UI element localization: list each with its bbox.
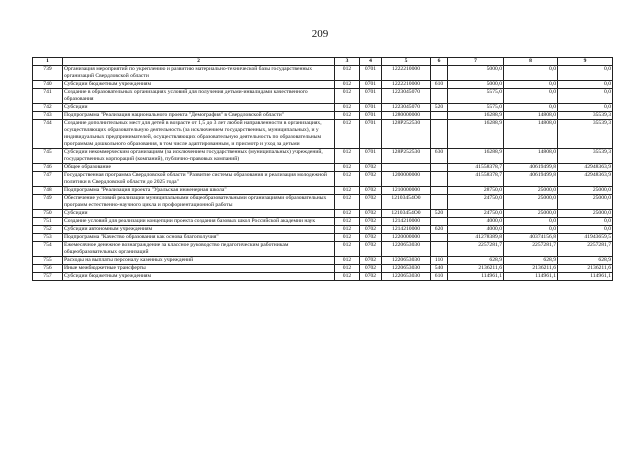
item-name-cell: Субсидии бюджетным учреждениям	[63, 273, 335, 281]
amount-year-3-cell: 0,0	[558, 104, 613, 112]
target-article-cell: 1200000000	[382, 172, 431, 187]
table-row	[33, 89, 613, 104]
section-code-cell: 0701	[360, 104, 382, 112]
expense-type-cell: 520	[431, 210, 448, 218]
amount-year-3-cell: 0,0	[558, 66, 613, 81]
amount-year-2-cell: 114961,1	[504, 273, 558, 281]
amount-year-1-cell: 2136211,6	[448, 265, 504, 273]
target-article-cell	[382, 164, 431, 172]
expense-type-cell	[431, 112, 448, 120]
item-name-cell: Общее образование	[63, 164, 335, 172]
row-number-cell: 749	[33, 195, 63, 210]
amount-year-2-cell: 40619499,8	[504, 164, 558, 172]
section-code-cell: 0702	[360, 257, 382, 265]
target-article-cell: 1223045070	[382, 89, 431, 104]
expense-type-cell	[431, 164, 448, 172]
expense-type-cell	[431, 120, 448, 149]
target-article-cell: 12103454О0	[382, 210, 431, 218]
table-row	[33, 187, 613, 195]
section-code-cell: 0702	[360, 226, 382, 234]
amount-year-3-cell: 42948363,9	[558, 164, 613, 172]
row-number-cell: 744	[33, 120, 63, 149]
table-row	[33, 164, 613, 172]
amount-year-2-cell: 14808,0	[504, 112, 558, 120]
row-number-cell: 747	[33, 172, 63, 187]
header-cell: 1	[33, 58, 63, 66]
row-number-cell: 739	[33, 66, 63, 81]
section-code-cell: 0701	[360, 81, 382, 89]
row-number-cell: 741	[33, 89, 63, 104]
target-article-cell: 1220653030	[382, 265, 431, 273]
amount-year-2-cell: 25000,0	[504, 187, 558, 195]
amount-year-1-cell: 5000,0	[448, 81, 504, 89]
amount-year-3-cell: 0,0	[558, 226, 613, 234]
amount-year-3-cell: 2257281,7	[558, 242, 613, 257]
ministry-code-cell: 012	[335, 112, 360, 120]
row-number-cell: 750	[33, 210, 63, 218]
item-name-cell: Создание дополнительных мест для детей в возрасте от 1,5 до 3 лет любой направленности в организациях, осуществляющих образовательную деятельность (за исключением государственных, муниципальных), и у индивидуальных предпринимателей, осуществляющих образовательную деятельность по образовательным программам дошкольного образования, в том числе адаптированным, и присмотр и уход за детьми	[63, 120, 335, 149]
amount-year-1-cell: 41278389,8	[448, 234, 504, 242]
amount-year-3-cell: 0,0	[558, 218, 613, 226]
amount-year-1-cell: 16288,9	[448, 112, 504, 120]
section-code-cell: 0702	[360, 242, 382, 257]
amount-year-1-cell: 5575,0	[448, 104, 504, 112]
expense-type-cell: 540	[431, 265, 448, 273]
row-number-cell: 752	[33, 226, 63, 234]
amount-year-3-cell: 42948363,9	[558, 172, 613, 187]
table-row	[33, 218, 613, 226]
table-row	[33, 265, 613, 273]
item-name-cell: Субсидии	[63, 104, 335, 112]
section-code-cell: 0701	[360, 89, 382, 104]
ministry-code-cell: 012	[335, 66, 360, 81]
table-row	[33, 195, 613, 210]
amount-year-2-cell: 0,0	[504, 66, 558, 81]
amount-year-2-cell: 0,0	[504, 81, 558, 89]
item-name-cell: Субсидии автономным учреждениям	[63, 226, 335, 234]
amount-year-1-cell: 28750,0	[448, 187, 504, 195]
expense-type-cell	[431, 89, 448, 104]
expense-type-cell	[431, 242, 448, 257]
amount-year-2-cell: 0,0	[504, 89, 558, 104]
table-row	[33, 242, 613, 257]
amount-year-1-cell: 16288,9	[448, 149, 504, 164]
amount-year-3-cell: 25000,0	[558, 210, 613, 218]
target-article-cell: 128P252530	[382, 120, 431, 149]
amount-year-1-cell: 114961,1	[448, 273, 504, 281]
amount-year-3-cell: 2136211,6	[558, 265, 613, 273]
expense-type-cell: 520	[431, 104, 448, 112]
expense-type-cell	[431, 66, 448, 81]
target-article-cell: 1220000000	[382, 234, 431, 242]
item-name-cell: Подпрограмма "Реализация национального проекта "Демография" в Свердловской области"	[63, 112, 335, 120]
section-code-cell: 0702	[360, 234, 382, 242]
ministry-code-cell: 012	[335, 210, 360, 218]
expense-type-cell: 610	[431, 273, 448, 281]
section-code-cell: 0701	[360, 112, 382, 120]
header-cell: 4	[360, 58, 382, 66]
section-code-cell: 0701	[360, 66, 382, 81]
row-number-cell: 742	[33, 104, 63, 112]
expense-type-cell	[431, 187, 448, 195]
ministry-code-cell: 012	[335, 195, 360, 210]
target-article-cell: 1210000000	[382, 187, 431, 195]
amount-year-2-cell: 0,0	[504, 218, 558, 226]
target-article-cell: 128P252530	[382, 149, 431, 164]
item-name-cell: Государственная программа Свердловской области "Развитие системы образования и реализация молодежной политики в Свердловской области до 2025 года"	[63, 172, 335, 187]
target-article-cell: 1220653030	[382, 242, 431, 257]
ministry-code-cell: 012	[335, 242, 360, 257]
expense-type-cell: 610	[431, 81, 448, 89]
target-article-cell: 12103454О0	[382, 195, 431, 210]
item-name-cell: Создание в образовательных организациях условий для получения детьми-инвалидами качественного образования	[63, 89, 335, 104]
section-code-cell: 0702	[360, 195, 382, 210]
amount-year-3-cell: 41943659,5	[558, 234, 613, 242]
item-name-cell: Подпрограмма "Качество образования как основа благополучия"	[63, 234, 335, 242]
ministry-code-cell: 012	[335, 149, 360, 164]
target-article-cell: 1220653030	[382, 257, 431, 265]
item-name-cell: Обеспечение условий реализации муниципальными общеобразовательными организациями образовательных программ естественно-научного цикла и профориентационной работы	[63, 195, 335, 210]
amount-year-2-cell: 14808,0	[504, 149, 558, 164]
header-cell: 5	[382, 58, 431, 66]
target-article-cell: 1222210000	[382, 66, 431, 81]
row-number-cell: 755	[33, 257, 63, 265]
amount-year-1-cell: 41558378,7	[448, 172, 504, 187]
ministry-code-cell: 012	[335, 226, 360, 234]
amount-year-3-cell: 0,0	[558, 89, 613, 104]
section-code-cell: 0701	[360, 120, 382, 149]
header-cell: 7	[448, 58, 504, 66]
item-name-cell: Субсидии	[63, 210, 335, 218]
header-cell: 6	[431, 58, 448, 66]
expense-type-cell: 110	[431, 257, 448, 265]
amount-year-1-cell: 628,9	[448, 257, 504, 265]
amount-year-2-cell: 25000,0	[504, 210, 558, 218]
ministry-code-cell: 012	[335, 120, 360, 149]
row-number-cell: 743	[33, 112, 63, 120]
target-article-cell: 1214210000	[382, 218, 431, 226]
expense-type-cell	[431, 218, 448, 226]
amount-year-1-cell: 2257281,7	[448, 242, 504, 257]
row-number-cell: 745	[33, 149, 63, 164]
amount-year-1-cell: 41558378,7	[448, 164, 504, 172]
ministry-code-cell: 012	[335, 218, 360, 226]
row-number-cell: 753	[33, 234, 63, 242]
amount-year-2-cell: 40619499,8	[504, 172, 558, 187]
expense-type-cell: 620	[431, 226, 448, 234]
header-cell: 2	[63, 58, 335, 66]
amount-year-1-cell: 16288,9	[448, 120, 504, 149]
table-row	[33, 257, 613, 265]
amount-year-3-cell: 35539,3	[558, 149, 613, 164]
amount-year-1-cell: 24750,0	[448, 210, 504, 218]
amount-year-1-cell: 24750,0	[448, 195, 504, 210]
amount-year-2-cell: 2257281,7	[504, 242, 558, 257]
item-name-cell: Субсидии некоммерческим организациям (за исключением государственных (муниципальных) учреждений, государственных корпораций (компаний), публично-правовых компаний)	[63, 149, 335, 164]
section-code-cell: 0702	[360, 187, 382, 195]
row-number-cell: 748	[33, 187, 63, 195]
target-article-cell: 1280000000	[382, 112, 431, 120]
section-code-cell: 0702	[360, 164, 382, 172]
ministry-code-cell: 012	[335, 273, 360, 281]
table-row	[33, 210, 613, 218]
amount-year-2-cell: 0,0	[504, 104, 558, 112]
row-number-cell: 756	[33, 265, 63, 273]
section-code-cell: 0702	[360, 172, 382, 187]
table-row	[33, 172, 613, 187]
item-name-cell: Организация мероприятий по укреплению и развитию материально-технической базы государственных организаций Свердловской области	[63, 66, 335, 81]
item-name-cell: Подпрограмма "Реализация проекта "Уральская инженерная школа"	[63, 187, 335, 195]
section-code-cell: 0702	[360, 265, 382, 273]
row-number-cell: 746	[33, 164, 63, 172]
amount-year-2-cell: 40374156,8	[504, 234, 558, 242]
table-row	[33, 104, 613, 112]
target-article-cell: 1223045070	[382, 104, 431, 112]
target-article-cell: 1220653030	[382, 273, 431, 281]
amount-year-1-cell: 4000,0	[448, 226, 504, 234]
amount-year-3-cell: 0,0	[558, 81, 613, 89]
amount-year-3-cell: 25000,0	[558, 187, 613, 195]
row-number-cell: 754	[33, 242, 63, 257]
table-row	[33, 234, 613, 242]
item-name-cell: Субсидии бюджетным учреждениям	[63, 81, 335, 89]
ministry-code-cell: 012	[335, 187, 360, 195]
section-code-cell: 0702	[360, 210, 382, 218]
amount-year-2-cell: 2136211,6	[504, 265, 558, 273]
row-number-cell: 757	[33, 273, 63, 281]
table-row	[33, 149, 613, 164]
expense-type-cell	[431, 195, 448, 210]
ministry-code-cell: 012	[335, 89, 360, 104]
header-cell: 9	[558, 58, 613, 66]
item-name-cell: Ежемесячное денежное вознаграждение за классное руководство педагогическим работникам общеобразовательных организаций	[63, 242, 335, 257]
ministry-code-cell: 012	[335, 81, 360, 89]
table-row	[33, 273, 613, 281]
item-name-cell: Иные межбюджетные трансферты	[63, 265, 335, 273]
table-row	[33, 112, 613, 120]
expense-type-cell	[431, 234, 448, 242]
amount-year-3-cell: 35539,3	[558, 112, 613, 120]
amount-year-3-cell: 25000,0	[558, 195, 613, 210]
header-row	[33, 58, 613, 66]
budget-table	[32, 57, 613, 281]
header-cell: 3	[335, 58, 360, 66]
ministry-code-cell: 012	[335, 164, 360, 172]
amount-year-2-cell: 0,0	[504, 226, 558, 234]
section-code-cell: 0702	[360, 218, 382, 226]
table-row	[33, 226, 613, 234]
ministry-code-cell: 012	[335, 172, 360, 187]
ministry-code-cell: 012	[335, 104, 360, 112]
amount-year-3-cell: 35539,3	[558, 120, 613, 149]
amount-year-2-cell: 628,9	[504, 257, 558, 265]
ministry-code-cell: 012	[335, 257, 360, 265]
item-name-cell: Расходы на выплаты персоналу казенных учреждений	[63, 257, 335, 265]
amount-year-3-cell: 114961,1	[558, 273, 613, 281]
row-number-cell: 740	[33, 81, 63, 89]
amount-year-1-cell: 4000,0	[448, 218, 504, 226]
page-number: 209	[311, 28, 329, 40]
item-name-cell: Создание условий для реализации концепции проекта создания базовых школ Российской академии наук	[63, 218, 335, 226]
ministry-code-cell: 012	[335, 234, 360, 242]
table-row	[33, 81, 613, 89]
target-article-cell: 1222210000	[382, 81, 431, 89]
amount-year-1-cell: 5575,0	[448, 89, 504, 104]
section-code-cell: 0702	[360, 273, 382, 281]
table-row	[33, 120, 613, 149]
ministry-code-cell: 012	[335, 265, 360, 273]
expense-type-cell: 630	[431, 149, 448, 164]
expense-type-cell	[431, 172, 448, 187]
amount-year-3-cell: 628,9	[558, 257, 613, 265]
target-article-cell: 1214210000	[382, 226, 431, 234]
amount-year-2-cell: 25000,0	[504, 195, 558, 210]
table-row	[33, 66, 613, 81]
row-number-cell: 751	[33, 218, 63, 226]
section-code-cell: 0701	[360, 149, 382, 164]
header-cell: 8	[504, 58, 558, 66]
amount-year-2-cell: 14808,0	[504, 120, 558, 149]
amount-year-1-cell: 5000,0	[448, 66, 504, 81]
